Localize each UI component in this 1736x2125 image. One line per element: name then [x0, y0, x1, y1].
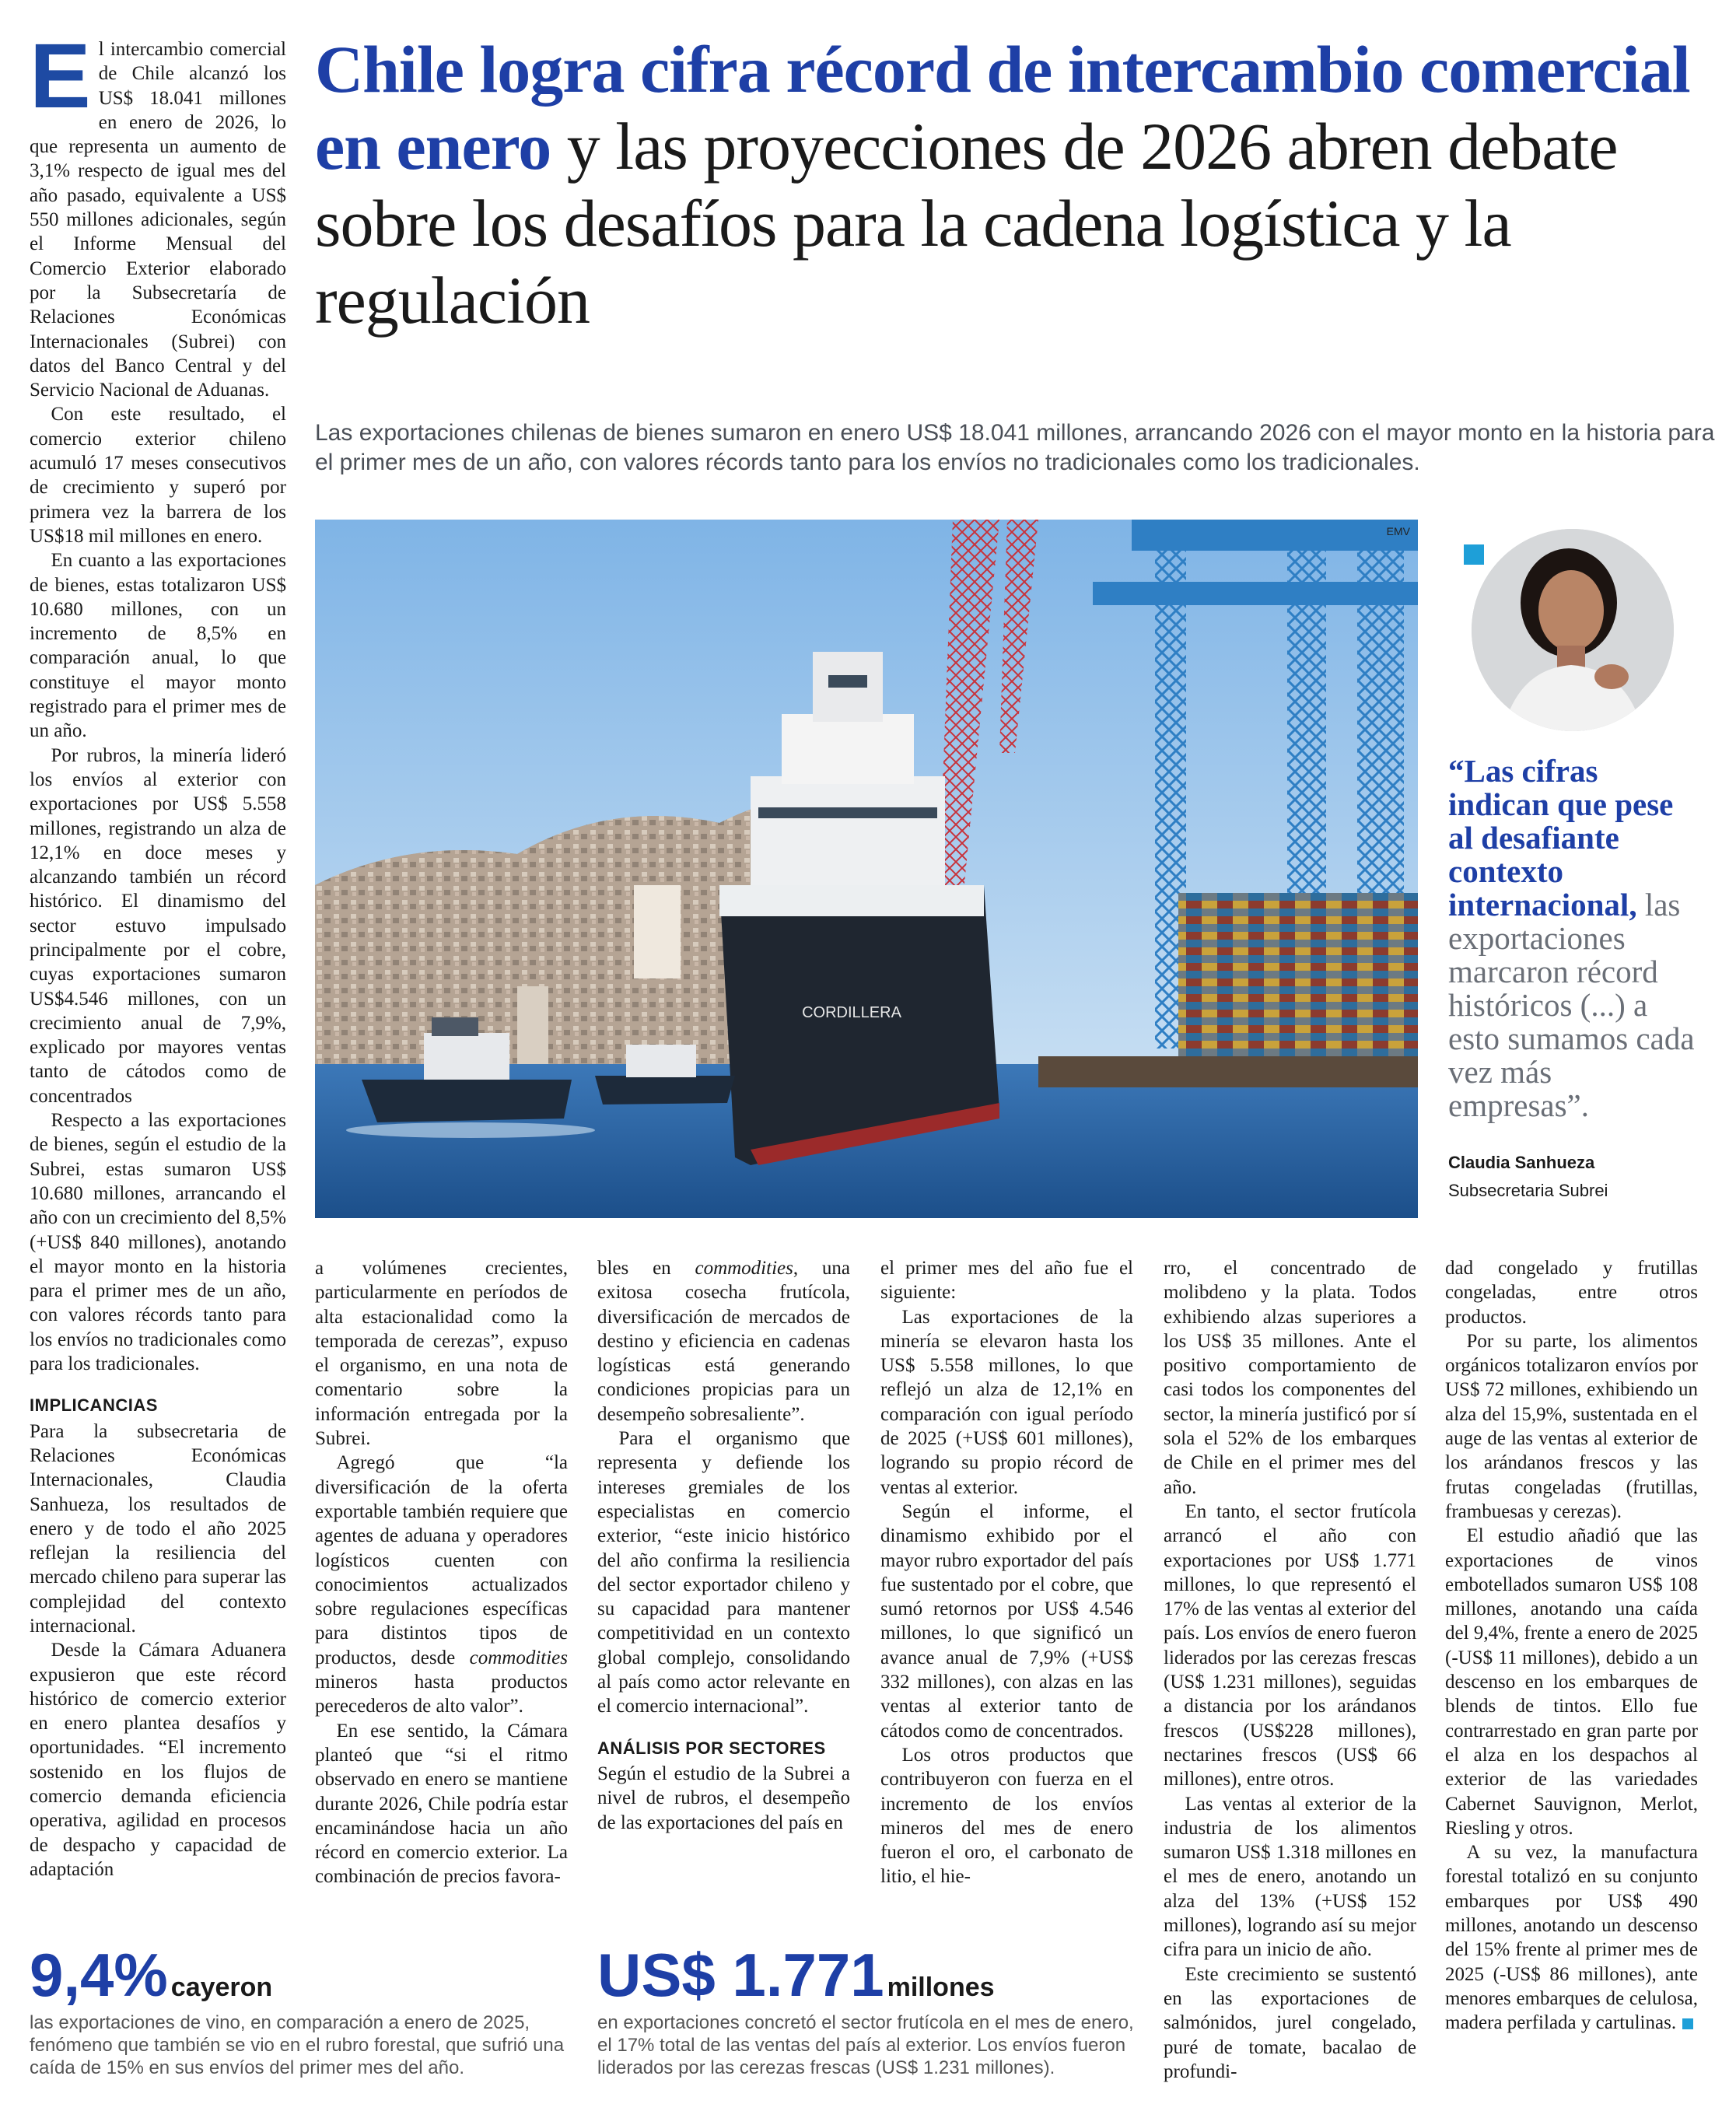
body-paragraph: Por rubros, la minería lideró los envíos al exterior con exportaciones por US$ 5.558 millones, registrando un alza de 12,1% en doce meses y alcanzando también un récord histórico. El dinamismo del sector estuvo impulsado principalmente por el cobre, cuyas exportaciones sumaron US$4.546 millones, con un crecimiento anual de 7,9%, explicado por mayores ventas tanto de cátodos como de concentrados [30, 744, 286, 1107]
column-3 [597, 1256, 850, 1835]
end-mark-icon [1682, 2018, 1693, 2029]
body-paragraph: Este crecimiento se sustentó en las exportaciones de salmónidos, jurel congelado, puré de tomate, bacalao de profundi- [1164, 1963, 1416, 2082]
quote-author-name: Claudia Sanhueza [1448, 1153, 1595, 1172]
portrait-photo [1472, 529, 1674, 731]
body-paragraph: En cuanto a las exportaciones de bienes, estas totalizaron US$ 10.680 millones, con un incremento de 8,5% en comparación anual, lo que constituye el mayor monto registrado para el primer mes de un año. [30, 550, 286, 742]
quote-accent [1464, 544, 1484, 565]
headline [315, 31, 1715, 339]
body-paragraph: dad congelado y frutillas congeladas, entre otros productos. [1445, 1258, 1698, 1328]
column-2 [315, 1256, 568, 1889]
headline-highlight: Chile logra cifra récord de intercambio comercial en enero [315, 32, 1690, 184]
lead-paragraph: El intercambio comercial de Chile alcanzó los US$ 18.041 millones en enero de 2026, lo que representa un aumento de 3,1% respecto de igual mes del año pasado, equivalente a US$ 550 millones adicionales, según el Informe Mensual del Comercio Exterior elaborado por la Subsecretaría de Relaciones Económicas Internacionales (Subrei) con datos del Banco Central y del Servicio Nacional de Aduanas. [30, 25, 286, 401]
body-paragraph: Según el informe, el dinamismo exhibido por el mayor rubro exportador del país fue sustentado por el cobre, que sumó retornos por US$ 4.546 millones, lo que significó un avance anual de 7,9% (+US$ 332 millones), con alzas en las ventas al exterior tanto de cátodos como de concentrados. [880, 1500, 1133, 1742]
headline-rest: y las proyecciones de 2026 abren debate sobre los desafíos para la cadena logística y la regulación [315, 109, 1618, 338]
quote-author-role: Subsecretaria Subrei [1448, 1181, 1608, 1200]
body-paragraph: Para la subsecretaria de Relaciones Económicas Internacionales, Claudia Sanhueza, los resultados de enero y de todo el año 2025 reflejan la resiliencia del mercado chileno para superar las complejidad del contexto internacional. [30, 1420, 286, 1637]
body-paragraph: Agregó que “la diversificación de la oferta exportable también requiere que agentes de aduana y operadores logísticos cuenten con conocimientos actualizados sobre regulaciones específicas para distintos tipos de productos, desde commodities mineros hasta productos perecederos de alto valor”. [315, 1452, 568, 1717]
stat-headline [597, 1941, 1142, 2009]
body-paragraph: En ese sentido, la Cámara planteó que “si el ritmo observado en enero se mantiene durante 2026, Chile podría estar encaminándose hacia un año récord en comercio exterior. La combinación de precios favora- [315, 1720, 568, 1888]
column-6 [1445, 1256, 1698, 2036]
stat-box-fruit [597, 1941, 1142, 2079]
column-4 [880, 1256, 1133, 1889]
body-paragraph: Para el organismo que representa y defiende los intereses gremiales de los especialistas en comercio exterior, “este inicio histórico del año confirma la resiliencia del sector exportador chileno y su capacidad para mantener competitividad en un contexto global complejo, consolidando al país como actor relevante en el comercio internacional”. [597, 1428, 850, 1717]
drop-cap: E [30, 25, 91, 128]
body-paragraph: el primer mes del año fue el siguiente: [880, 1258, 1133, 1304]
column-1 [30, 25, 286, 1882]
section-heading-analisis: ANÁLISIS POR SECTORES [597, 1738, 826, 1758]
body-paragraph: bles en commodities, una exitosa cosecha frutícola, diversificación de mercados de destino y eficiencia en cadenas logísticas está generando condiciones propicias para un desempeño sobresaliente”. [597, 1258, 850, 1425]
body-paragraph: En tanto, el sector frutícola arrancó el año con exportaciones por US$ 1.771 millones, lo que representó el 17% de las ventas al exterior del país. Los envíos de enero fueron liderados por las cerezas frescas (US$ 1.231 millones), seguidas a distancia por los arándanos frescos (US$228 millones), nectarines frescos (US$ 66 millones), entre otros. [1164, 1500, 1416, 1791]
body-paragraph: Las exportaciones de la minería se elevaron hasta los US$ 5.558 millones, lo que reflejó un alza de 12,1% en comparación con igual período de 2025 (+US$ 601 millones), logrando su propio récord de ventas al exterior. [880, 1306, 1133, 1498]
body-paragraph: Las ventas al exterior de la industria de los alimentos sumaron US$ 1.318 millones en el mes de enero, anotando un alza del 13% (+US$ 152 millones), logrando así su mejor cifra para un inicio de año. [1164, 1793, 1416, 1961]
portrait-illustration [1472, 529, 1674, 731]
body-paragraph: A su vez, la manufactura forestal totalizó en su conjunto embarques por US$ 490 millones, anotando un descenso del 15% frente al primer mes de 2025 (-US$ 86 millones), ante menores embarques de celulosa, madera perfilada y cartulinas. [1445, 1842, 1698, 2034]
stat-caption: las exportaciones de vino, en comparación a enero de 2025, fenómeno que también se vio en el rubro forestal, que sufrió una caída de 15% en sus envíos del primer mes del año. [30, 2012, 565, 2078]
stat-value: US$ 1.771 [597, 1941, 884, 2009]
body-paragraph: Con este resultado, el comercio exterior chileno acumuló 17 meses consecutivos de crecimiento y superó por primera vez la barrera de los US$18 mil millones en enero. [30, 404, 286, 547]
port-photo [315, 520, 1418, 1218]
stat-word: cayeron [170, 1973, 273, 2002]
body-paragraph: rro, el concentrado de molibdeno y la plata. Todos exhibiendo alzas superiores a los US$ 35 millones. Ante el positivo comportamiento de casi todos los componentes del sector, la minería justificó por sí sola el 52% de los embarques de Chile en el primer mes del año. [1164, 1258, 1416, 1498]
lede: Las exportaciones chilenas de bienes sumaron en enero US$ 18.041 millones, arrancando 2026 con el mayor monto en la historia para el primer mes de un año, con valores récords tanto para los envíos no tradicionales como los tradicionales. [315, 420, 1715, 475]
column-5 [1164, 1256, 1416, 2084]
stat-value: 9,4% [30, 1941, 168, 2009]
stat-word: millones [887, 1973, 995, 2002]
body-paragraph: Según el estudio de la Subrei a nivel de rubros, el desempeño de las exportaciones del país en [597, 1763, 850, 1833]
body-paragraph: a volúmenes crecientes, particularmente en períodos de alta estacionalidad como la temporada de cerezas”, expuso el organismo, en una nota de comentario sobre la información entregada por la Subrei. [315, 1258, 568, 1450]
photo-credit: EMV [1386, 525, 1410, 537]
body-paragraph: Desde la Cámara Aduanera expusieron que este récord histórico de comercio exterior en enero plantea desafíos y oportunidades. “El incremento sostenido en los flujos de comercio demanda eficiencia operativa, agilidad en procesos de despacho y capacidad de adaptación [30, 1640, 286, 1880]
stat-caption: en exportaciones concretó el sector frutícola en el mes de enero, el 17% total de las ventas del país al exterior. Los envíos fueron liderados por las cerezas frescas (US$ 1.231 millones). [597, 2012, 1134, 2078]
body-paragraph: Por su parte, los alimentos orgánicos totalizaron envíos por US$ 72 millones, exhibiendo un alza del 15,9%, sustentada en el auge de las ventas al exterior de los arándanos frescos y las frutas congeladas (frutillas, frambuesas y cerezas). [1445, 1330, 1698, 1522]
body-paragraph: El estudio añadió que las exportaciones de vinos embotellados sumaron US$ 108 millones, anotando una caída del 9,4%, frente a enero de 2025 (-US$ 11 millones), debido a un descenso en los embarques de blends de tintos. Ello fue contrarrestado en gran parte por el alza en los despachos al exterior de las variedades Cabernet Sauvignon, Merlot, Riesling y otros. [1445, 1525, 1698, 1839]
ship-name-label: CORDILLERA [802, 1004, 901, 1021]
stat-headline [30, 1941, 566, 2009]
pull-quote [1448, 754, 1697, 1122]
section-heading-implicancias: IMPLICANCIAS [30, 1395, 158, 1416]
pull-quote-bold: “Las cifras indican que pese al desafiante contexto internacional, [1448, 753, 1674, 922]
pull-quote-rest: las exportaciones marcaron récord históricos (...) a esto sumamos cada vez más empresas”. [1448, 887, 1695, 1123]
body-paragraph: Respecto a las exportaciones de bienes, según el estudio de la Subrei, estas sumaron US$ 10.680 millones, arrancando el año con un crecimiento del 8,5% (+US$ 840 millones), anotando el mayor monto en la historia para el primer mes de un año, con valores récords tanto para los envíos no tradicionales como para los tradicionales. [30, 1110, 286, 1375]
stat-box-wine [30, 1941, 566, 2079]
port-illustration [315, 520, 1418, 1218]
body-paragraph: Los otros productos que contribuyeron con fuerza en el incremento de los envíos mineros del mes de enero fueron el oro, el carbonato de litio, el hie- [880, 1744, 1133, 1888]
